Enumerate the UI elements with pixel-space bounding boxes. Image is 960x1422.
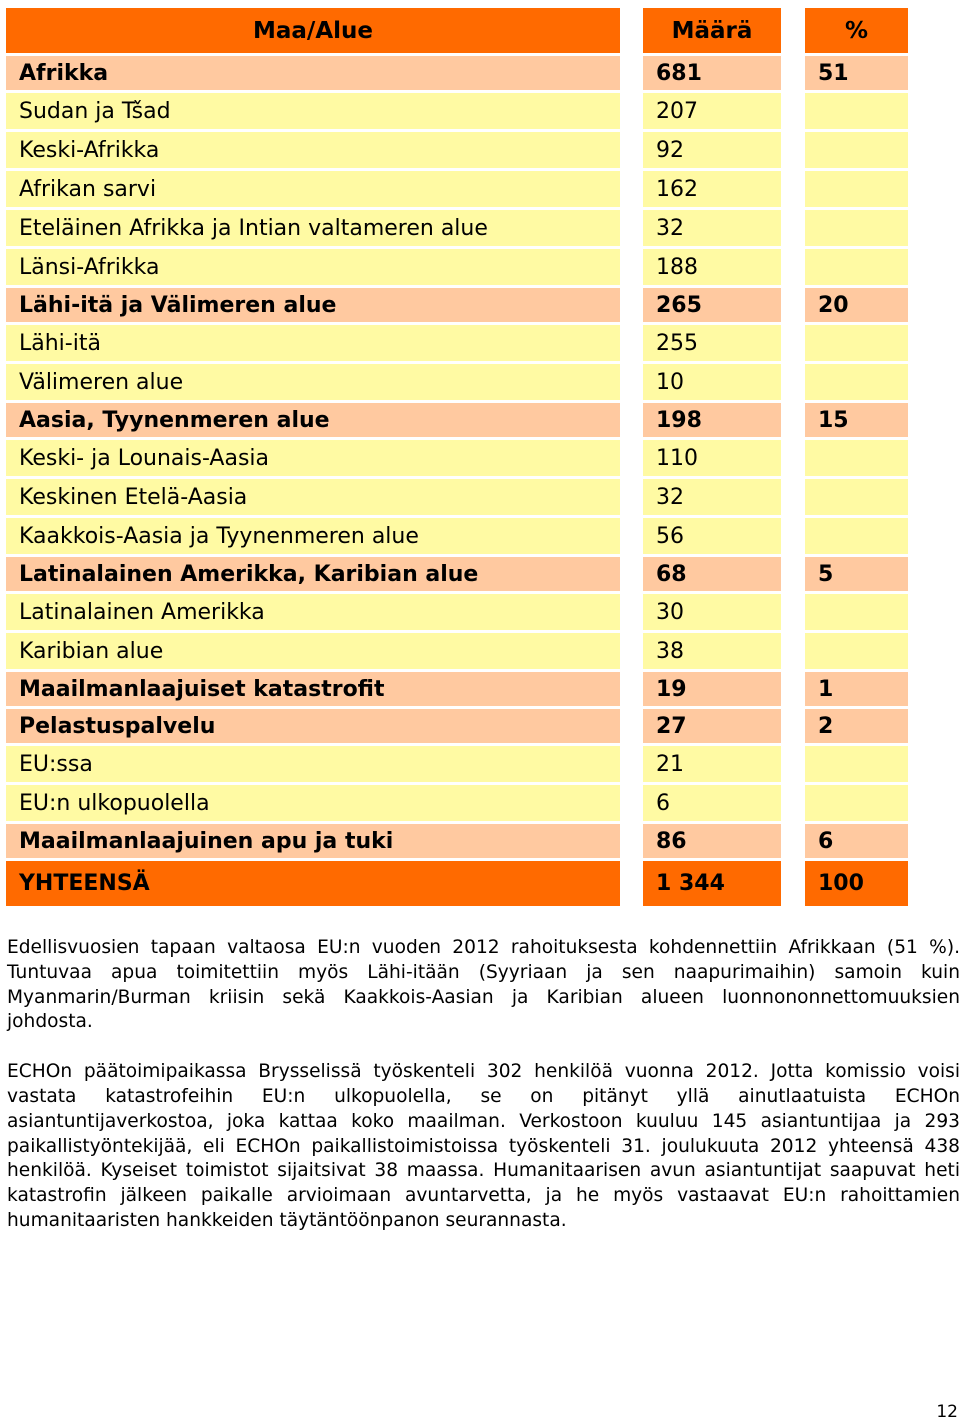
cell-amount: 38 <box>643 633 781 669</box>
cell-percent <box>805 364 908 400</box>
cell-region: EU:n ulkopuolella <box>6 785 620 821</box>
cell-amount: 56 <box>643 518 781 554</box>
table-row <box>6 132 910 171</box>
table-row <box>6 746 910 785</box>
cell-percent: 100 <box>805 861 908 906</box>
cell-percent <box>805 518 908 554</box>
cell-percent <box>805 132 908 168</box>
cell-percent: 20 <box>805 288 908 322</box>
table-row <box>6 364 910 403</box>
cell-region: Karibian alue <box>6 633 620 669</box>
cell-percent <box>805 210 908 246</box>
cell-region: Eteläinen Afrikka ja Intian valtameren alue <box>6 210 620 246</box>
header-region: Maa/Alue <box>6 8 620 53</box>
cell-percent <box>805 479 908 515</box>
table-row <box>6 785 910 824</box>
cell-amount: 255 <box>643 325 781 361</box>
table-row <box>6 249 910 288</box>
cell-region: Afrikka <box>6 56 620 90</box>
table-row <box>6 93 910 132</box>
cell-percent: 15 <box>805 403 908 437</box>
table-row <box>6 210 910 249</box>
regional-funding-table <box>6 8 910 909</box>
cell-amount: 21 <box>643 746 781 782</box>
cell-amount: 30 <box>643 594 781 630</box>
cell-amount: 198 <box>643 403 781 437</box>
table-row <box>6 672 910 709</box>
table-header-row <box>6 8 910 56</box>
cell-percent <box>805 785 908 821</box>
cell-percent: 2 <box>805 709 908 743</box>
table-row <box>6 171 910 210</box>
cell-percent <box>805 249 908 285</box>
cell-amount: 188 <box>643 249 781 285</box>
cell-region: Pelastuspalvelu <box>6 709 620 743</box>
cell-percent <box>805 440 908 476</box>
cell-percent: 6 <box>805 824 908 858</box>
table-row <box>6 824 910 861</box>
cell-amount: 32 <box>643 210 781 246</box>
table-total-row <box>6 861 910 909</box>
cell-region: EU:ssa <box>6 746 620 782</box>
cell-amount: 207 <box>643 93 781 129</box>
cell-percent <box>805 171 908 207</box>
page-number: 12 <box>936 1402 958 1422</box>
cell-percent <box>805 633 908 669</box>
cell-region: Maailmanlaajuiset katastrofit <box>6 672 620 706</box>
cell-percent: 5 <box>805 557 908 591</box>
cell-amount: 10 <box>643 364 781 400</box>
cell-region: Lähi-itä <box>6 325 620 361</box>
cell-amount: 19 <box>643 672 781 706</box>
cell-region: Keskinen Etelä-Aasia <box>6 479 620 515</box>
table-row <box>6 594 910 633</box>
cell-region: Välimeren alue <box>6 364 620 400</box>
cell-region: Keski- ja Lounais-Aasia <box>6 440 620 476</box>
table-row <box>6 557 910 594</box>
table-row <box>6 440 910 479</box>
cell-region: Kaakkois-Aasia ja Tyynenmeren alue <box>6 518 620 554</box>
table-row <box>6 709 910 746</box>
cell-region: Sudan ja Tšad <box>6 93 620 129</box>
cell-percent <box>805 93 908 129</box>
cell-amount: 68 <box>643 557 781 591</box>
cell-amount: 1 344 <box>643 861 781 906</box>
cell-amount: 6 <box>643 785 781 821</box>
cell-amount: 162 <box>643 171 781 207</box>
cell-region: Afrikan sarvi <box>6 171 620 207</box>
cell-percent <box>805 594 908 630</box>
cell-amount: 27 <box>643 709 781 743</box>
table-row <box>6 403 910 440</box>
table-row <box>6 56 910 93</box>
cell-region: Aasia, Tyynenmeren alue <box>6 403 620 437</box>
cell-region: Keski-Afrikka <box>6 132 620 168</box>
body-text <box>7 936 960 1259</box>
cell-region: YHTEENSÄ <box>6 861 620 906</box>
cell-percent: 51 <box>805 56 908 90</box>
cell-percent <box>805 325 908 361</box>
table-row <box>6 325 910 364</box>
cell-region: Lähi-itä ja Välimeren alue <box>6 288 620 322</box>
cell-amount: 86 <box>643 824 781 858</box>
cell-amount: 265 <box>643 288 781 322</box>
table-row <box>6 633 910 672</box>
paragraph-echo-staff: ECHOn päätoimipaikassa Brysselissä työskenteli 302 henkilöä vuonna 2012. Jotta komissio voisi vastata katastrofeihin EU:n ulkopuolella, se on pitänyt yllä ainutlaatuista ECHOn asiantuntijaverkostoa, joka kattaa koko maailman. Verkostoon kuuluu 145 asiantuntijaa ja 293 paikallistyöntekijää, eli ECHOn paikallistoimistoissa työskenteli 31. joulukuuta 2012 yhteensä 438 henkilöä. Kyseiset toimistot sijaitsivat 38 maassa. Humanitaarisen avun asiantuntijat saapuvat heti katastrofin jälkeen paikalle arvioimaan avuntarvetta, ja he myös vastaavat EU:n rahoittamien humanitaaristen hankkeiden täytäntöönpanon seurannasta. <box>7 1061 960 1231</box>
cell-region: Maailmanlaajuinen apu ja tuki <box>6 824 620 858</box>
header-amount: Määrä <box>643 8 781 53</box>
cell-amount: 92 <box>643 132 781 168</box>
cell-percent: 1 <box>805 672 908 706</box>
cell-percent <box>805 746 908 782</box>
header-percent: % <box>805 8 908 53</box>
table-row <box>6 518 910 557</box>
cell-amount: 110 <box>643 440 781 476</box>
table-row <box>6 479 910 518</box>
paragraph-funding-summary: Edellisvuosien tapaan valtaosa EU:n vuoden 2012 rahoituksesta kohdennettiin Afrikkaan (51 %). Tuntuvaa apua toimitettiin myös Lähi-itään (Syyriaan ja sen naapurimaihin) samoin kuin Myanmarin/Burman kriisin sekä Kaakkois-Aasian ja Karibian alueen luonnononnettomuuksien johdosta. <box>7 937 960 1033</box>
cell-region: Länsi-Afrikka <box>6 249 620 285</box>
table-row <box>6 288 910 325</box>
cell-amount: 32 <box>643 479 781 515</box>
cell-amount: 681 <box>643 56 781 90</box>
cell-region: Latinalainen Amerikka, Karibian alue <box>6 557 620 591</box>
table-body <box>6 56 910 909</box>
cell-region: Latinalainen Amerikka <box>6 594 620 630</box>
